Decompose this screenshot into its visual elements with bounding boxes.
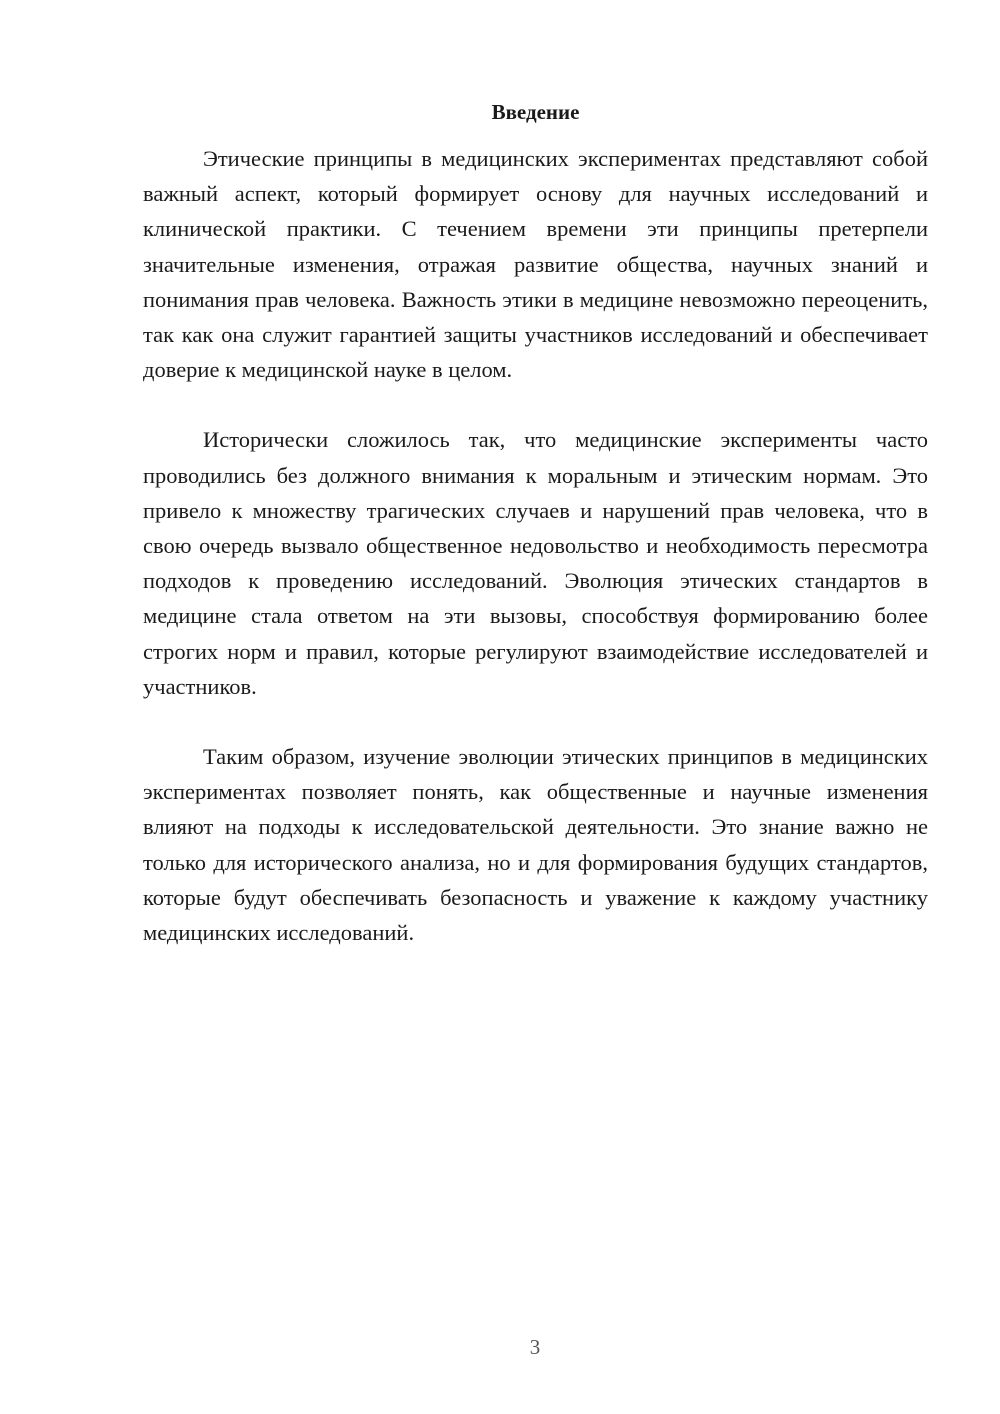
body-text <box>143 141 928 985</box>
section-heading: Введение <box>491 100 580 124</box>
paragraph-3: Таким образом, изучение эволюции этических принципов в медицинских экспериментах позволяет понять, как общественные и научные изменения влияют на подходы к исследовательской деятельности. Это знание важно не только для исторического анализа, но и для формирования будущих стандартов, которые будут обеспечивать безопасность и уважение к каждому участнику медицинских исследований. <box>143 744 928 946</box>
paragraph-2: Исторически сложилось так, что медицинские эксперименты часто проводились без должного внимания к моральным и этическим нормам. Это привело к множеству трагических случаев и нарушений прав человека, что в свою очередь вызвало общественное недовольство и необходимость пересмотра подходов к проведению исследований. Эволюция этических стандартов в медицине стала ответом на эти вызовы, способствуя формированию более строгих норм и правил, которые регулируют взаимодействие исследователей и участников. <box>143 427 928 699</box>
paragraph-1: Этические принципы в медицинских экспериментах представляют собой важный аспект, который формирует основу для научных исследований и клинической практики. С течением времени эти принципы претерпели значительные изменения, отражая развитие общества, научных знаний и понимания прав человека. Важность этики в медицине невозможно переоценить, так как она служит гарантией защиты участников исследований и обеспечивает доверие к медицинской науке в целом. <box>143 146 928 383</box>
page-number: 3 <box>529 1335 541 1359</box>
